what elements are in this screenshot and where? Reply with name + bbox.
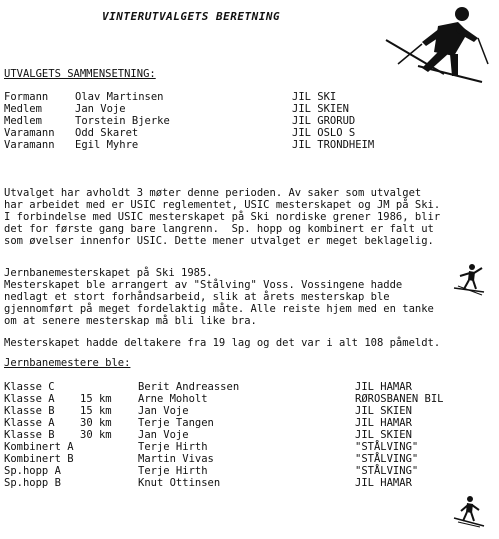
page-title: VINTERUTVALGETS BERETNING xyxy=(102,10,281,23)
result-class: Kombinert A xyxy=(4,441,74,453)
result-distance: 30 km xyxy=(80,429,112,441)
result-class: Kombinert B xyxy=(4,453,74,465)
member-role: Varamann xyxy=(4,127,55,139)
result-club: JIL HAMAR xyxy=(355,477,412,489)
member-name: Torstein Bjerke xyxy=(75,115,170,127)
text-line: nedlagt et stort forhåndsarbeid, slik at årets mesterskap ble xyxy=(4,291,390,303)
committee-heading: UTVALGETS SAMMENSETNING: xyxy=(4,68,156,80)
member-role: Varamann xyxy=(4,139,55,151)
result-name: Knut Ottinsen xyxy=(138,477,221,489)
result-club: JIL SKIEN xyxy=(355,405,412,417)
member-club: JIL SKI xyxy=(292,91,337,103)
result-class: Sp.hopp B xyxy=(4,477,61,489)
text-line: Jernbanemesterskapet på Ski 1985. xyxy=(4,267,213,279)
result-name: Arne Moholt xyxy=(138,393,208,405)
text-line: som øvelser innenfor USIC. Dette mener utvalget er meget beklagelig. xyxy=(4,235,434,247)
result-class: Klasse B xyxy=(4,429,55,441)
result-club: JIL HAMAR xyxy=(355,381,412,393)
result-name: Martin Vivas xyxy=(138,453,214,465)
member-club: JIL TRONDHEIM xyxy=(292,139,375,151)
result-class: Klasse A xyxy=(4,393,55,405)
result-class: Klasse C xyxy=(4,381,55,393)
text-line: det for første gang bare langrenn. Sp. hopp og kombinert er falt ut xyxy=(4,223,434,235)
result-distance: 15 km xyxy=(80,405,112,417)
text-line: har arbeidet med er USIC reglementet, USIC mesterskapet og JM på Ski. xyxy=(4,199,441,211)
result-name: Jan Voje xyxy=(138,405,189,417)
skier-illustration-icon xyxy=(378,4,490,84)
result-club: JIL HAMAR xyxy=(355,417,412,429)
text-line: I forbindelse med USIC mesterskapet på Ski nordiske grener 1986, blir xyxy=(4,211,441,223)
member-club: JIL SKIEN xyxy=(292,103,349,115)
result-class: Klasse A xyxy=(4,417,55,429)
champions-heading: Jernbanemestere ble: xyxy=(4,357,131,369)
result-name: Terje Tangen xyxy=(138,417,214,429)
result-club: JIL SKIEN xyxy=(355,429,412,441)
result-name: Terje Hirth xyxy=(138,465,208,477)
participants-paragraph: Mesterskapet hadde deltakere fra 19 lag og det var i alt 108 påmeldt. xyxy=(4,337,441,349)
member-club: JIL OSLO S xyxy=(292,127,356,139)
member-role: Medlem xyxy=(4,115,42,127)
member-club: JIL GRORUD xyxy=(292,115,356,127)
member-name: Odd Skaret xyxy=(75,127,139,139)
member-name: Egil Myhre xyxy=(75,139,139,151)
text-line: om at senere mesterskap må bli like bra. xyxy=(4,315,257,327)
result-club: RØROSBANEN BIL xyxy=(355,393,444,405)
result-name: Berit Andreassen xyxy=(138,381,240,393)
text-line: Mesterskapet ble arrangert av "Stålving" Voss. Vossingene hadde xyxy=(4,279,403,291)
result-name: Terje Hirth xyxy=(138,441,208,453)
result-name: Jan Voje xyxy=(138,429,189,441)
result-club: "STÅLVING" xyxy=(355,453,419,465)
member-role: Formann xyxy=(4,91,49,103)
result-distance: 30 km xyxy=(80,417,112,429)
result-class: Klasse B xyxy=(4,405,55,417)
result-distance: 15 km xyxy=(80,393,112,405)
result-club: "STÅLVING" xyxy=(355,465,419,477)
text-line: gjennomført på meget fordelaktig måte. Alle reiste hjem med en tanke xyxy=(4,303,434,315)
result-class: Sp.hopp A xyxy=(4,465,61,477)
member-name: Olav Martinsen xyxy=(75,91,164,103)
member-name: Jan Voje xyxy=(75,103,126,115)
member-role: Medlem xyxy=(4,103,42,115)
text-line: Utvalget har avholdt 3 møter denne perioden. Av saker som utvalget xyxy=(4,187,422,199)
bottom-skier-icon xyxy=(452,494,486,528)
result-club: "STÅLVING" xyxy=(355,441,419,453)
